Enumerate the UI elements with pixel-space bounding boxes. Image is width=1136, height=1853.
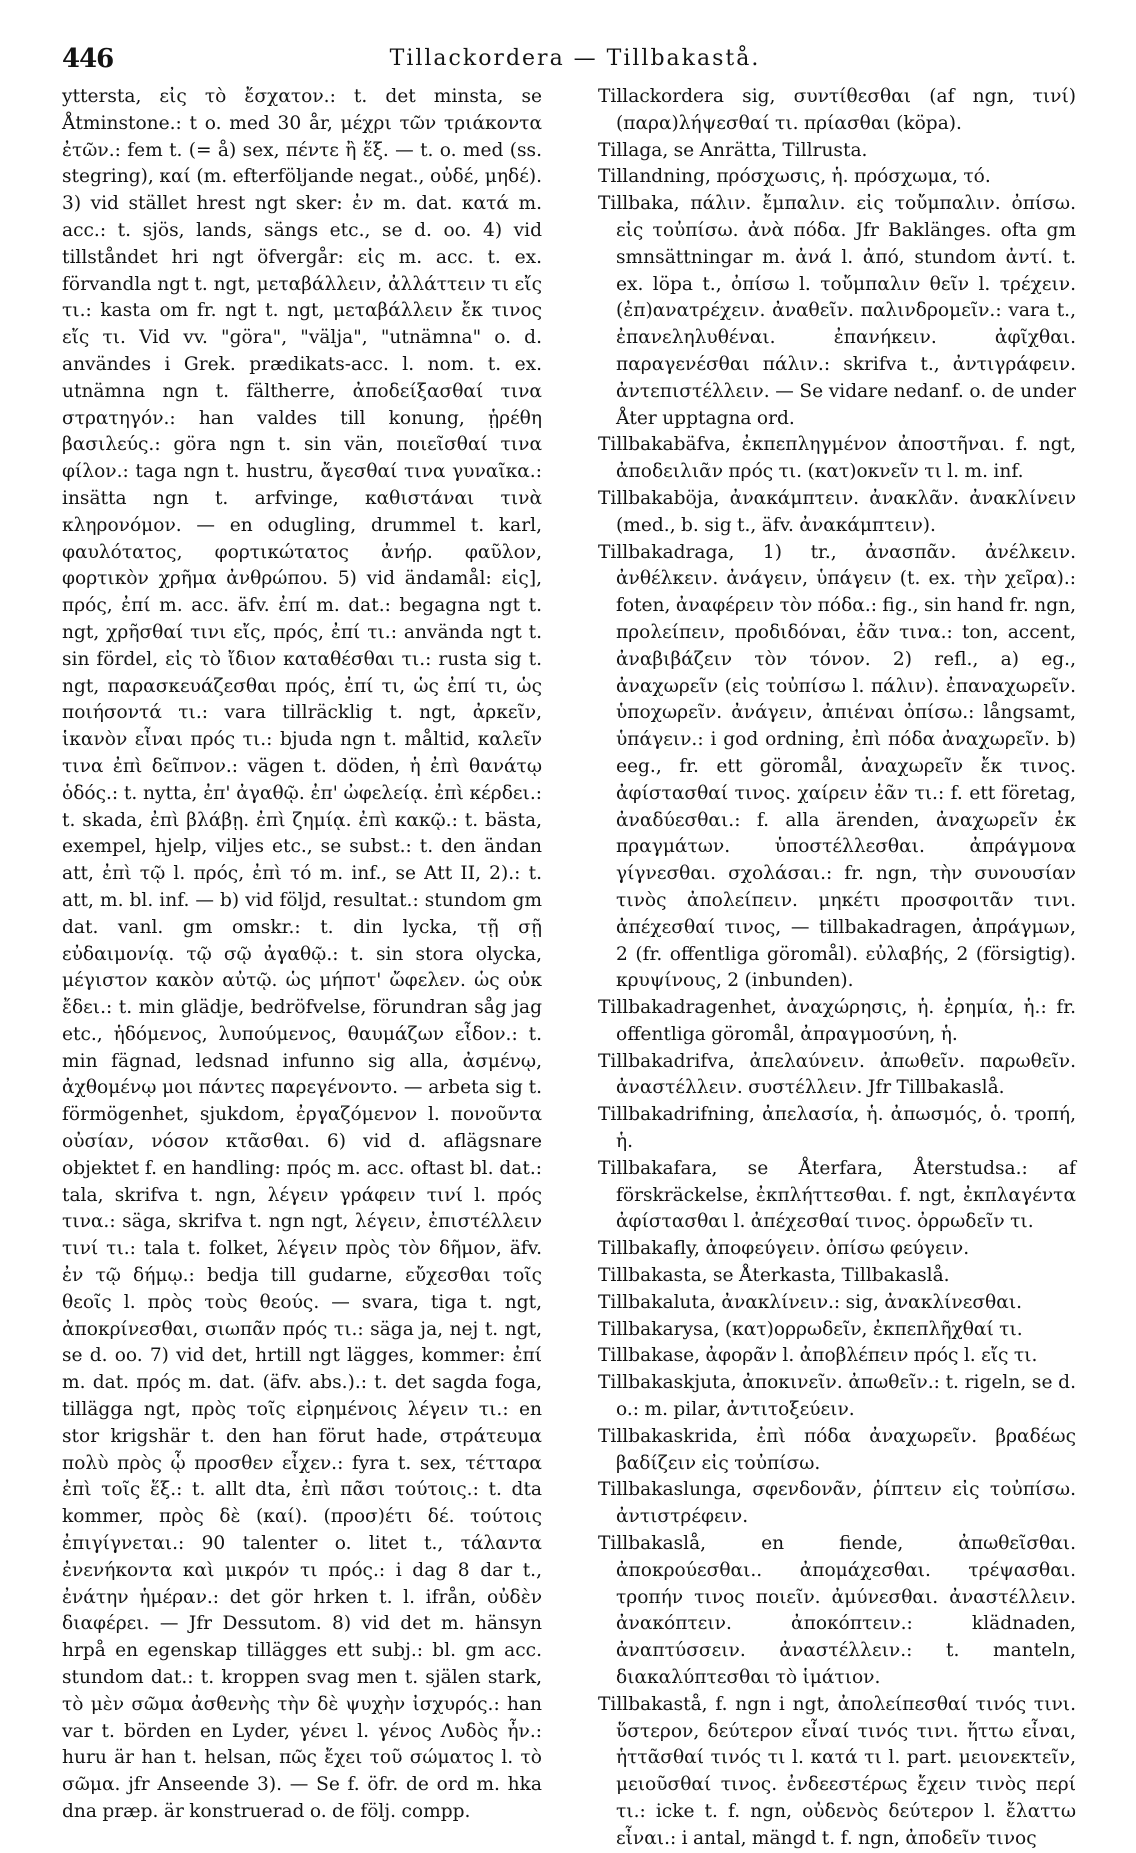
entry-tillbakase: Tillbakase, ἀφορᾶν l. ἀποβλέπειν πρός l. εἴς τι. xyxy=(598,1345,1038,1367)
entry-text: yttersta, εἰς τὸ ἔσχατον.: t. det minsta, se Åtminstone.: t o. med 30 år, μέχρι τῶν τριάκοντα ἐτῶν.: fem t. (= å) sex, πέντε ἢ ἕξ. — t. o. med (ss. stegring), καί (m. efterföljande negat., οὐδέ, μηδέ). 3) vid stället hrest ngt sker: ἐν m. dat. κατά m. acc.: t. sjös, lands, sängs etc., se d. oo. 4) vid tillståndet hri ngt öfvergår: εἰς m. acc. t. ex. förvandla ngt t. ngt, μεταβάλλειν, ἀλλάττειν τι εἴς τι.: kasta om fr. ngt t. ngt, μεταβάλλειν ἔκ τινος εἴς τι. Vid vv. "göra", "välja", "utnämna" o. d. användes i Grek. prædikats-acc. l. nom. t. ex. utnämna ngn t. fältherre, ἀποδείξασθαί τινα στρατηγόν.: han valdes till konung, ᾑρέθη βασιλεύς.: göra ngn t. sin vän, ποιεῖσθαί τινα φίλον.: taga ngn t. hustru, ἄγεσθαί τινα γυναῖκα.: insätta ngn t. arfvinge, καθιστάναι τινὰ κληρονόμον. — en odugling, drummel t. karl, φαυλότατος, φορτικώτατος ἀνήρ. φαῦλον, φορτικὸν χρῆμα ἀνθρώπου. 5) vid ändamål: εἰς], πρός, ἐπί m. acc. äfv. ἐπί m. dat.: begagna ngt t. ngt, χρῆσθαί τινι εἴς, πρός, ἐπί τι.: använda ngt t. sin fördel, εἰς τὸ ἴδιον καταθέσθαι τι.: rusta sig t. ngt, παρασκευάζεσθαι πρός, ἐπί τι, ὡς ἐπί τι, ὡς ποιήσοντά τι.: vara tillräcklig t. ngt, ἀρκεῖν, ἱκανὸν εἶναι πρός τι.: bjuda ngn t. måltid, καλεῖν τινα ἐπὶ δεῖπνον.: vägen t. döden, ἡ ἐπὶ θανάτῳ ὁδός.: t. nytta, ἐπ' ἀγαθῷ. ἐπ' ὠφελείᾳ. ἐπὶ κέρδει.: t. skada, ἐπὶ βλάβῃ. ἐπὶ ζημίᾳ. ἐπὶ κακῷ.: t. bästa, exempel, hjelp, viljes etc., se subst.: t. den ändan att, ἐπὶ τῷ l. πρός, ἐπὶ τό m. inf., se Att II, 2).: t. att, m. bl. inf. — b) vid följd, resultat.: stundom gm dat. vanl. gm omskr.: t. din lycka, τῇ σῇ εὐδαιμονίᾳ. τῷ σῷ ἀγαθῷ.: t. sin stora olycka, μέγιστον κακὸν αὐτῷ. ὡς μήποτ' ὤφελεν. ὡς οὐκ ἔδει.: t. min glädje, bedröfvelse, förundran såg jag etc., ἡδόμενος, λυπούμενος, θαυμάζων εἶδον.: t. min fägnad, ledsnad infunno sig alla, ἀσμένῳ, ἀχθομένῳ μοι πάντες παρεγένοντο. — arbeta sig t. förmögenhet, sjukdom, ἐργαζόμενον l. πονοῦντα οὐσίαν, νόσον κτᾶσθαι. 6) vid d. aflägsnare objektet f. en handling: πρός m. acc. oftast bl. dat.: tala, skrifva t. ngn, λέγειν γράφειν τινί l. πρός τινα.: säga, skrifva t. ngn ngt, λέγειν, ἐπιστέλλειν τινί τι.: tala t. folket, λέγειν πρὸς τὸν δῆμον, äfv. ἐν τῷ δήμῳ.: bedja till gudarne, εὔχεσθαι τοῖς θεοῖς l. πρὸς τοὺς θεούς. — svara, tiga t. ngt, ἀποκρίνεσθαι, σιωπᾶν πρός τι.: säga ja, nej t. ngt, se d. oo. 7) vid det, hrtill ngt lägges, kommer: ἐπί m. dat. πρός m. dat. (äfv. abs.).: t. det sagda foga, tillägga ngt, πρὸς τοῖς εἰρημένοις λέγειν τι.: en stor krigshär t. den han förut hade, στράτευμα πολὺ πρὸς ᾧ προσθεν εἶχεν.: fyra t. sex, τέτταρα ἐπὶ τοῖς ἕξ.: t. allt dta, ἐπὶ πᾶσι τούτοις.: t. dta kommer, πρὸς δὲ (καί). (προσ)έτι δέ. τούτοις ἐπιγίγνεται.: 90 talenter o. litet t., τάλαντα ἐνενήκοντα καὶ μικρόν τι πρός.: i dag 8 dar t., ἐνάτην ἡμέραν.: det gör hrken t. l. ifrån, οὐδὲν διαφέρει. — Jfr Dessutom. 8) vid det m. hänsyn hrpå en egenskap tillägges ett subj.: bl. gm acc. stundom dat.: t. kroppen svag men t. själen stark, τὸ μὲν σῶμα ἀσθενὴς τὴν δὲ ψυχὴν ἰσχυρός.: han var t. börden en Lyder, γένει l. γένος Λυδὸς ἦν.: huru är han t. helsan, πῶς ἔχει τοῦ σώματος l. τὸ σῶμα. jfr Anseende 3). — Se f. öfr. de ord m. hka dna præp. är konstruerad o. de följ. compp. xyxy=(62,86,542,1822)
running-title: Tillackordera — Tillbakastå. xyxy=(389,46,761,71)
entry-tillbakadragenhet: Tillbakadragenhet, ἀναχώρησις, ἡ. ἐρημία, ἡ.: fr. offentliga göromål, ἀπραγμοσύνη, ἡ. xyxy=(598,997,1076,1045)
entry-tillbakafly: Tillbakafly, ἀποφεύγειν. ὀπίσω φεύγειν. xyxy=(598,1238,970,1260)
entry-tillbakarysa: Tillbakarysa, (κατ)ορρωδεῖν, ἐκπεπλῆχθαί τι. xyxy=(598,1318,1023,1340)
entry-tillackordera: Tillackordera sig, συντίθεσθαι (af ngn, τινί) (παρα)λήψεσθαί τι. πρίασθαι (köpa). xyxy=(598,86,1076,134)
entry-tillbaka: Tillbaka, πάλιν. ἔμπαλιν. εἰς τοὔμπαλιν. ὀπίσω. εἰς τοὐπίσω. ἀνὰ πόδα. Jfr Baklänges. ofta gm smnsättningar m. ἀνά l. ἀπό, stundom ἀντί. t. ex. löpa t., ὀπίσω l. τοὔμπαλιν θεῖν l. τρέχειν. (ἐπ)ανατρέχειν. ἀναθεῖν. παλινδρομεῖν.: vara t., ἐπανεληλυθέναι. ἐπανήκειν. ἀφῖχθαι. παραγενέσθαι πάλιν.: skrifva t., ἀντιγράφειν. ἀντεπιστέλλειν. — Se vidare nedanf. o. de under Åter upptagna ord. xyxy=(598,193,1076,429)
entry-tillbakaluta: Tillbakaluta, ἀνακλίνειν.: sig, ἀνακλίνεσθαι. xyxy=(598,1291,1023,1313)
entry-tillbakadrifning: Tillbakadrifning, ἀπελασία, ἡ. ἀπωσμός, ὁ. τροπή, ἡ. xyxy=(598,1104,1076,1153)
entry-tillbakabafva: Tillbakabäfva, ἐκπεπληγμένον ἀποστῆναι. f. ngt, ἀποδειλιᾶν πρός τι. (κατ)οκνεῖν τι l. m. inf. xyxy=(598,434,1076,483)
entry-tillbakasla: Tillbakaslå, en fiende, ἀπωθεῖσθαι. ἀποκρούεσθαι.. ἀπομάχεσθαι. τρέψασθαι. τροπήν τινος ποιεῖν. ἀμύνεσθαι. ἀναστέλλειν. ἀνακόπτειν. ἀποκόπτειν.: klädnaden, ἀναπτύσσειν. ἀναστέλλειν.: t. manteln, διακαλύπτεσθαι τὸ ἱμάτιον. xyxy=(598,1533,1076,1689)
entry-tillbakadraga: Tillbakadraga, 1) tr., ἀνασπᾶν. ἀνέλκειν. ἀνθέλκειν. ἀνάγειν, ὑπάγειν (t. ex. τὴν χεῖρα).: foten, ἀναφέρειν τὸν πόδα.: fig., sin hand fr. ngn, προλείπειν, προδιδόναι, ἐᾶν τινα.: ton, accent, ἀναβιβάζειν τὸν τόνον. 2) refl., a) eg., ἀναχωρεῖν (εἰς τοὐπίσω l. πάλιν). ἐπαναχωρεῖν. ὑποχωρεῖν. ἀνάγειν, ἀπιέναι ὀπίσω.: långsamt, ὑπάγειν.: i god ordning, ἐπὶ πόδα ἀναχωρεῖν. b) eeg., fr. ett göromål, ἀναχωρεῖν ἔκ τινος. ἀφίστασθαί τινος. χαίρειν ἐᾶν τι.: f. ett företag, ἀναδύεσθαι.: f. alla ärenden, ἀναχωρεῖν ἐκ πραγμάτων. ὑποστέλλεσθαι. ἀπράγμονα γίγνεσθαι. σχολάσαι.: fr. ngn, τὴν συνουσίαν τινὸς ἀπολείπειν. μηκέτι προσφοιτᾶν τινι. ἀπέχεσθαί τινος, — tillbakadragen, ἀπράγμων, 2 (fr. offentliga göromål). εὐλαβής, 2 (försigtig). κρυψίνους, 2 (inbunden). xyxy=(598,541,1076,992)
page-number: 446 xyxy=(62,44,114,74)
entry-tillbakaslunga: Tillbakaslunga, σφενδονᾶν, ῥίπτειν εἰς τοὐπίσω. ἀντιστρέφειν. xyxy=(598,1479,1076,1528)
page-header xyxy=(62,40,1088,76)
entry-tillbakadrifva: Tillbakadrifva, ἀπελαύνειν. ἀπωθεῖν. παρωθεῖν. ἀναστέλλειν. συστέλλειν. Jfr Tillbakaslå. xyxy=(598,1050,1076,1099)
left-column xyxy=(62,84,542,1822)
entry-tillbakafara: Tillbakafara, se Återfara, Återstudsa.: af förskräckelse, ἐκπλήττεσθαι. f. ngt, ἐκπλαγέντα ἀφίστασθαι l. ἀπέχεσθαί τινος. ὀρρωδεῖν τι. xyxy=(598,1157,1076,1233)
entry-tillandning: Tillandning, πρόσχωσις, ἡ. πρόσχωμα, τό. xyxy=(598,166,991,188)
entry-tillbakasta-2: Tillbakastå, f. ngn i ngt, ἀπολείπεσθαί τινός τινι. ὕστερον, δεύτερον εἶναί τινός τινι. ἥττω εἶναι, ἡττᾶσθαί τινός τι l. κατά τι l. part. μειονεκτεῖν, μειοῦσθαί τινος. ἐνδεεστέρως ἔχειν τινὸς περί τι.: icke t. f. ngn, οὐδενὸς δεύτερον l. ἔλαττω εἶναι.: i antal, mängd t. f. ngn, ἀποδεῖν τινος xyxy=(598,1693,1076,1849)
entry-tillaga: Tillaga, se Anrätta, Tillrusta. xyxy=(598,139,868,161)
entry-tillbakaskrida: Tillbakaskrida, ἐπὶ πόδα ἀναχωρεῖν. βραδέως βαδίζειν εἰς τοὐπίσω. xyxy=(598,1425,1076,1474)
right-column xyxy=(598,84,1076,1849)
entry-tillbakasta: Tillbakasta, se Återkasta, Tillbakaslå. xyxy=(598,1265,950,1287)
entry-tillbakaboja: Tillbakaböja, ἀνακάμπτειν. ἀνακλᾶν. ἀνακλίνειν (med., b. sig t., äfv. ἀνακάμπτειν). xyxy=(598,487,1076,536)
entry-tillbakaskjuta: Tillbakaskjuta, ἀποκινεῖν. ἀπωθεῖν.: t. rigeln, se d. o.: m. pilar, ἀντιτοξεύειν. xyxy=(598,1372,1076,1421)
